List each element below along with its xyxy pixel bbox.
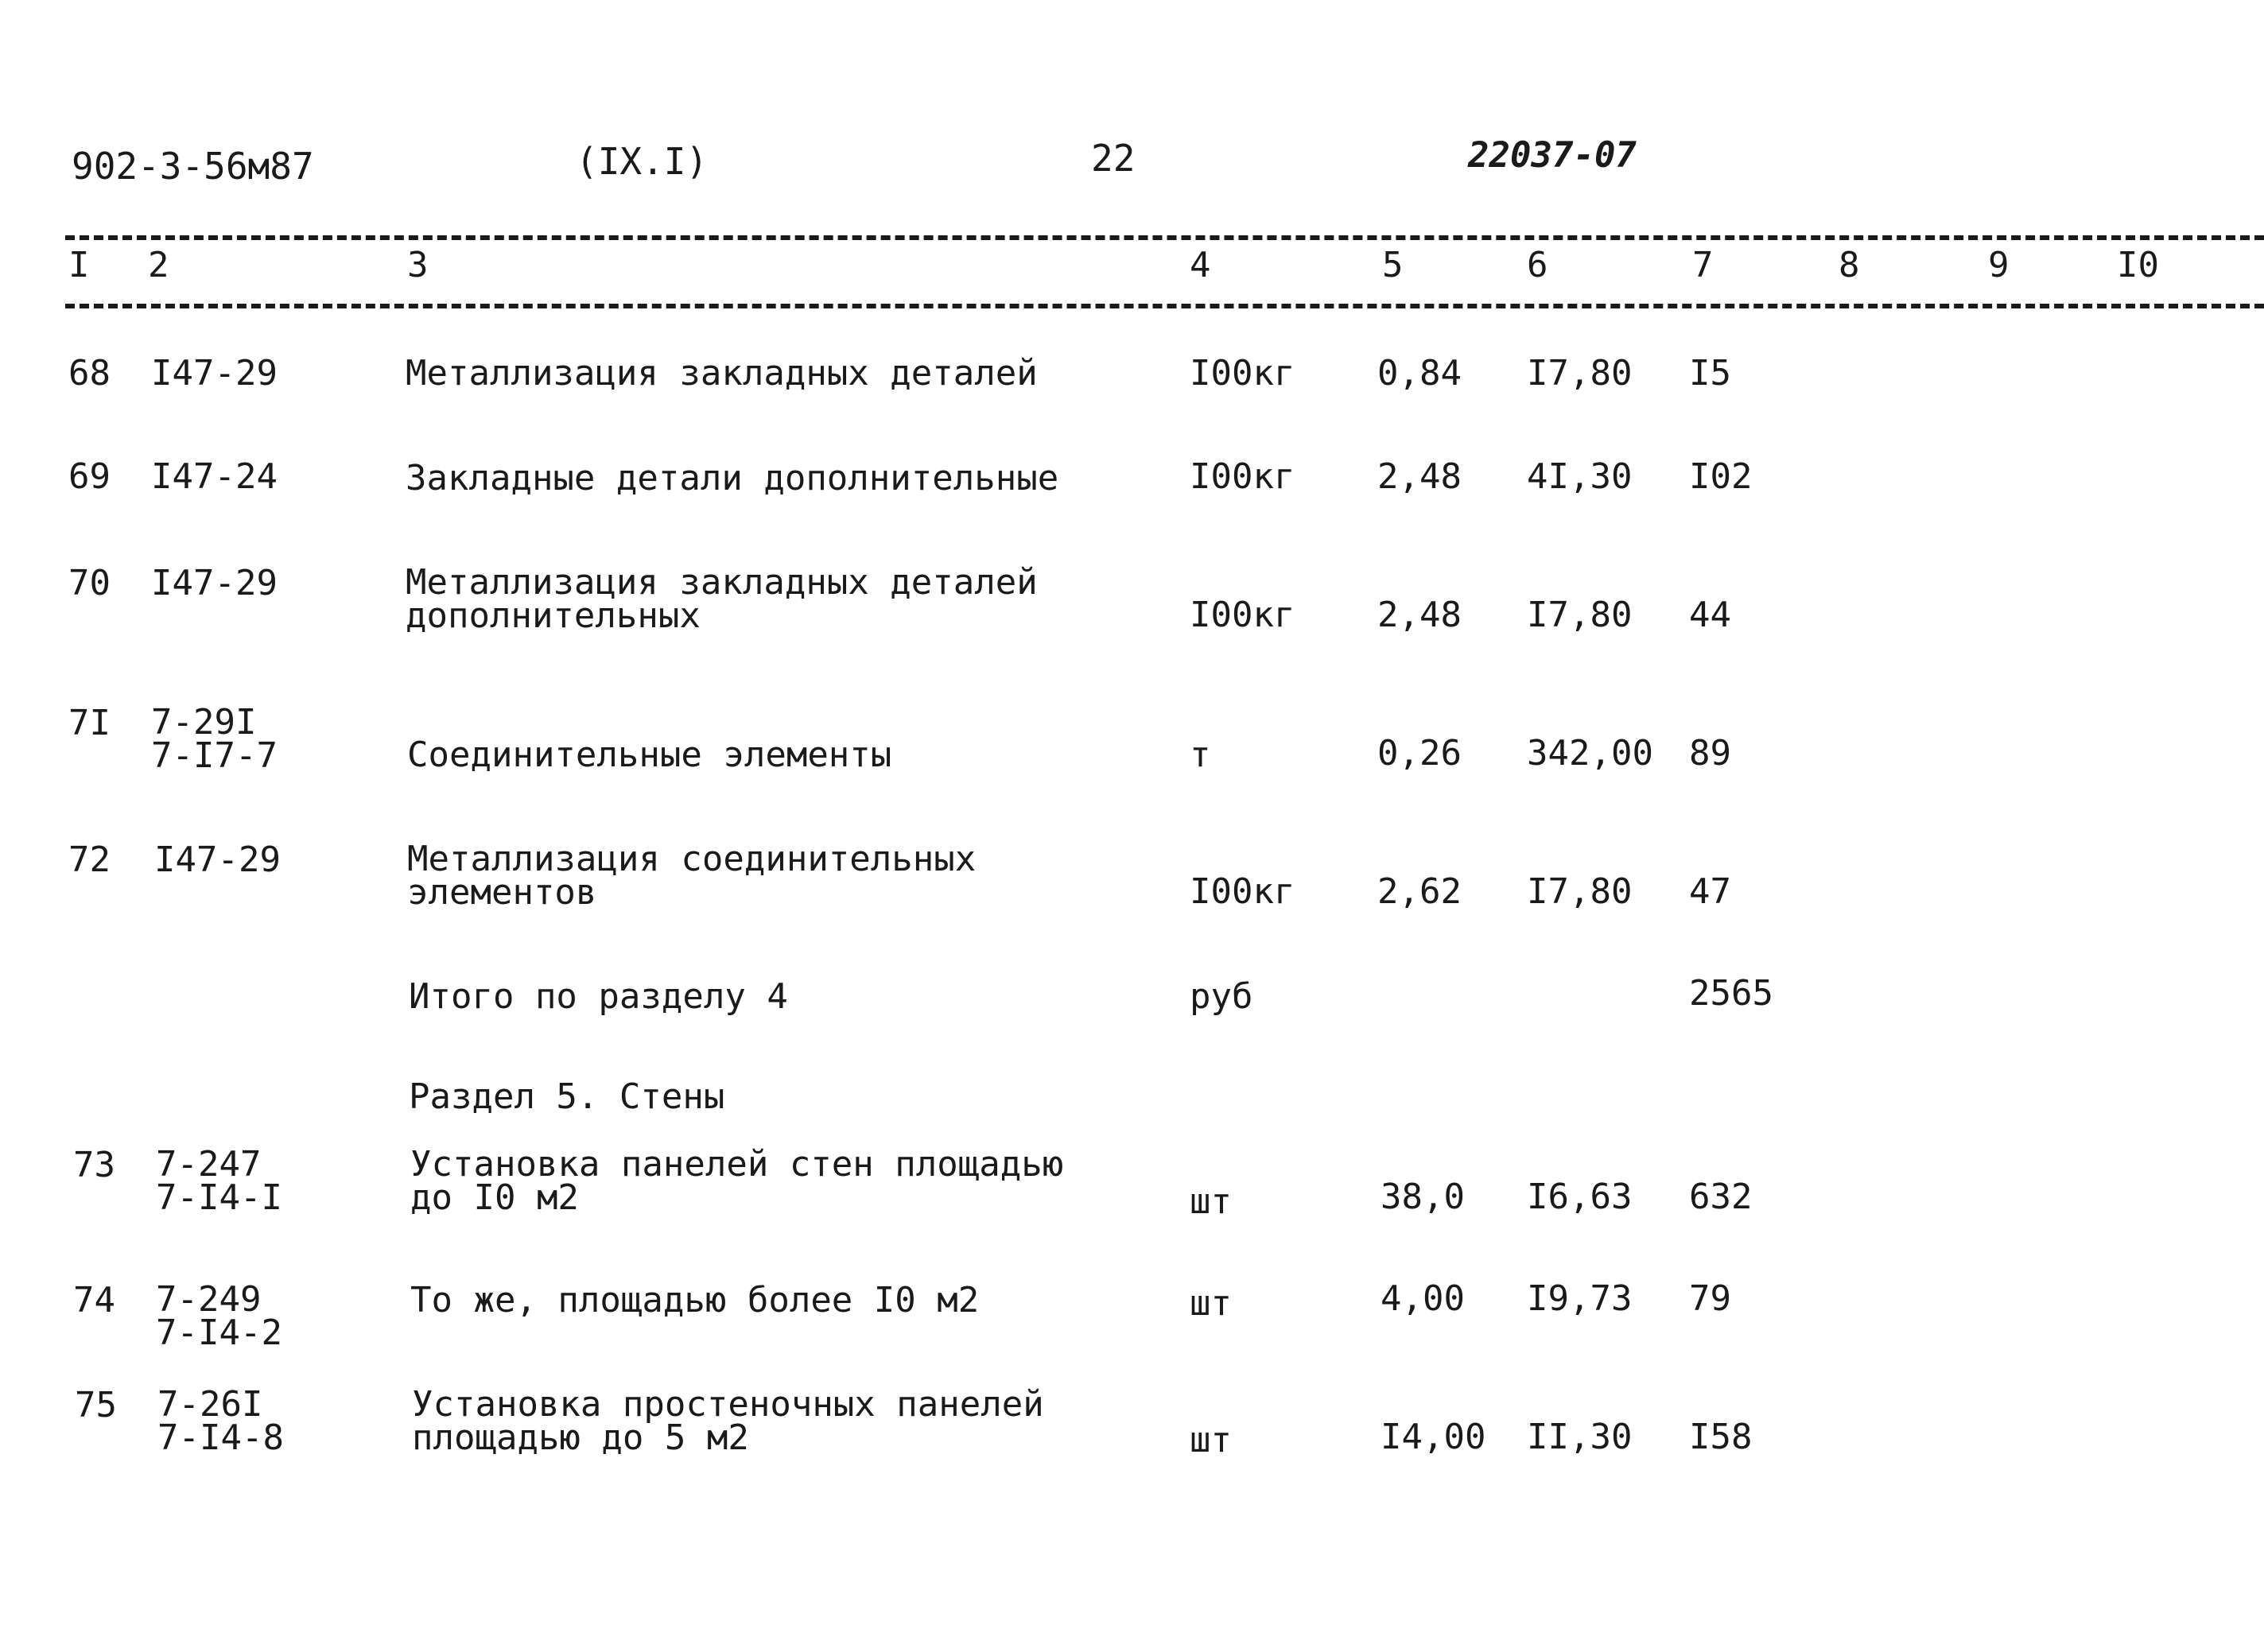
row-73-total: 632 [1689, 1177, 1753, 1217]
column-header-8: 8 [1839, 245, 1860, 285]
row-70-price: I7,80 [1527, 595, 1633, 635]
row-68-price: I7,80 [1527, 353, 1633, 394]
row-74-price: I9,73 [1527, 1278, 1633, 1319]
section-4-subtotal-total: 2565 [1689, 973, 1773, 1014]
row-69-code: I47-24 [151, 456, 278, 497]
row-73-name: Установка панелей стен площадью до I0 м2 [410, 1144, 1064, 1218]
row-75-total: I58 [1689, 1417, 1753, 1457]
column-header-6: 6 [1527, 245, 1548, 285]
column-header-1: I [68, 245, 90, 285]
row-68-name: Металлизация закладных деталей [406, 353, 1038, 394]
row-75-number: 75 [75, 1385, 117, 1425]
section-4-subtotal-label: Итого по разделу 4 [409, 976, 788, 1017]
row-71-total: 89 [1689, 733, 1731, 774]
row-69-price: 4I,30 [1527, 456, 1633, 497]
row-74-unit: шт [1190, 1283, 1232, 1324]
row-73-unit: шт [1190, 1181, 1232, 1222]
section-number: (IX.I) [576, 140, 709, 183]
column-header-10: I0 [2117, 245, 2159, 285]
row-75-price: II,30 [1527, 1417, 1633, 1457]
page-number: 22 [1091, 137, 1136, 180]
column-header-3: 3 [407, 245, 429, 285]
section-5-heading: Раздел 5. Стены [409, 1076, 725, 1117]
row-72-price: I7,80 [1527, 871, 1633, 912]
row-70-total: 44 [1689, 595, 1731, 635]
row-73-number: 73 [73, 1145, 115, 1185]
row-72-qty: 2,62 [1377, 871, 1462, 912]
column-header-9: 9 [1988, 245, 2010, 285]
column-header-5: 5 [1382, 245, 1404, 285]
column-header-7: 7 [1692, 245, 1714, 285]
row-71-qty: 0,26 [1377, 733, 1462, 774]
row-71-code: 7-29I 7-I7-7 [151, 702, 278, 776]
row-71-number: 7I [68, 703, 111, 743]
column-header-4: 4 [1190, 245, 1211, 285]
row-72-code: I47-29 [154, 840, 281, 880]
row-75-qty: I4,00 [1381, 1417, 1486, 1457]
reference-number: 22037-07 [1468, 135, 1637, 176]
row-75-name: Установка простеночных панелей площадью до 5 м2 [412, 1384, 1044, 1458]
row-68-code: I47-29 [151, 353, 278, 394]
header-top-rule [65, 235, 2264, 240]
row-68-number: 68 [68, 353, 111, 394]
row-73-qty: 38,0 [1381, 1177, 1465, 1217]
row-70-qty: 2,48 [1377, 595, 1462, 635]
row-68-total: I5 [1689, 353, 1731, 394]
row-71-name: Соединительные элементы [407, 735, 892, 775]
section-4-subtotal-unit: руб [1190, 976, 1253, 1017]
column-header-2: 2 [148, 245, 169, 285]
header-bottom-rule [65, 304, 2264, 308]
row-70-name: Металлизация закладных деталей дополнительных [406, 562, 1038, 636]
row-70-code: I47-29 [151, 563, 278, 603]
row-71-unit: т [1190, 735, 1211, 775]
row-74-name: То же, площадью более I0 м2 [410, 1280, 980, 1320]
row-75-unit: шт [1190, 1420, 1232, 1460]
row-69-qty: 2,48 [1377, 456, 1462, 497]
row-73-code: 7-247 7-I4-I [156, 1144, 282, 1218]
row-74-number: 74 [73, 1280, 115, 1320]
row-70-unit: I00кг [1190, 595, 1295, 635]
row-69-total: I02 [1689, 456, 1753, 497]
row-73-price: I6,63 [1527, 1177, 1633, 1217]
row-72-number: 72 [68, 840, 111, 880]
row-69-number: 69 [68, 456, 111, 497]
row-75-code: 7-26I 7-I4-8 [157, 1384, 284, 1458]
row-72-total: 47 [1689, 871, 1731, 912]
row-68-unit: I00кг [1190, 353, 1295, 394]
row-74-total: 79 [1689, 1278, 1731, 1319]
row-72-unit: I00кг [1190, 871, 1295, 912]
row-74-qty: 4,00 [1381, 1278, 1465, 1319]
row-69-unit: I00кг [1190, 456, 1295, 497]
doc-code: 902-3-56м87 [72, 145, 314, 188]
row-69-name: Закладные детали дополнительные [406, 458, 1059, 498]
row-72-name: Металлизация соединительных элементов [407, 839, 977, 913]
row-68-qty: 0,84 [1377, 353, 1462, 394]
row-71-price: 342,00 [1527, 733, 1653, 774]
row-70-number: 70 [68, 563, 111, 603]
row-74-code: 7-249 7-I4-2 [156, 1279, 282, 1353]
